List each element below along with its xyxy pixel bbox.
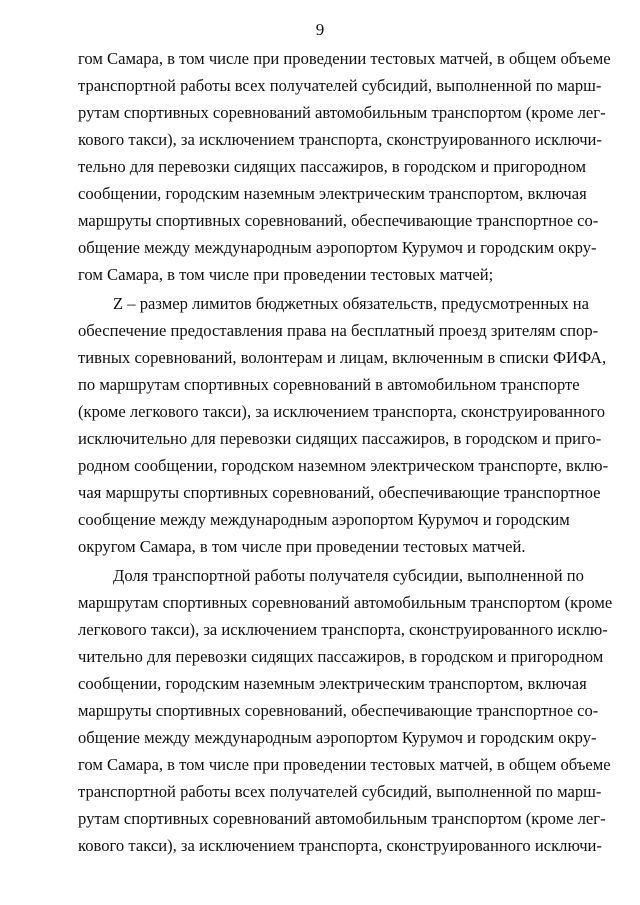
text-line: гом Самара, в том числе при проведении тестовых матчей; bbox=[78, 265, 494, 284]
text-line: гом Самара, в том числе при проведении тестовых матчей, в общем объеме bbox=[78, 755, 611, 774]
text-line: общение между международным аэропортом Курумоч и городским окру- bbox=[78, 238, 597, 257]
text-line: маршруты спортивных соревнований, обеспечивающие транспортное со- bbox=[78, 211, 599, 230]
text-line: Z – размер лимитов бюджетных обязательств, предусмотренных на bbox=[113, 294, 590, 313]
text-line: обеспечение предоставления права на бесплатный проезд зрителям спор- bbox=[78, 321, 599, 340]
text-line: легкового такси), за исключением транспорта, сконструированного исклю- bbox=[78, 620, 608, 639]
text-line: сообщении, городским наземным электрическим транспортом, включая bbox=[78, 674, 587, 693]
text-line: сообщение между международным аэропортом Курумоч и городским bbox=[78, 510, 570, 529]
text-line: тивных соревнований, волонтерам и лицам, включенным в списки ФИФА, bbox=[78, 348, 607, 367]
text-line: тельно для перевозки сидящих пассажиров, в городском и пригородном bbox=[78, 157, 587, 176]
text-line: маршруты спортивных соревнований, обеспечивающие транспортное со- bbox=[78, 701, 599, 720]
text-line: рутам спортивных соревнований автомобильным транспортом (кроме лег- bbox=[78, 103, 606, 122]
text-line: маршрутам спортивных соревнований автомобильным транспортом (кроме bbox=[78, 593, 613, 612]
document-body bbox=[78, 45, 613, 861]
text-line: по маршрутам спортивных соревнований в автомобильном транспорте bbox=[78, 375, 580, 394]
paragraph bbox=[78, 290, 609, 560]
text-line: транспортной работы всех получателей субсидий, выполненной по марш- bbox=[78, 782, 602, 801]
text-line: чая маршруты спортивных соревнований, обеспечивающие транспортное bbox=[78, 483, 601, 502]
text-line: общение между международным аэропортом Курумоч и городским окру- bbox=[78, 728, 597, 747]
text-line: рутам спортивных соревнований автомобильным транспортом (кроме лег- bbox=[78, 809, 606, 828]
page-number: 9 bbox=[315, 20, 325, 39]
text-line: кового такси), за исключением транспорта, сконструированного исключи- bbox=[78, 836, 602, 855]
text-line: (кроме легкового такси), за исключением транспорта, сконструированного bbox=[78, 402, 606, 421]
text-line: кового такси), за исключением транспорта, сконструированного исключи- bbox=[78, 130, 602, 149]
paragraph bbox=[78, 45, 611, 288]
text-line: чительно для перевозки сидящих пассажиров, в городском и пригородном bbox=[78, 647, 604, 666]
text-line: исключительно для перевозки сидящих пассажиров, в городском и приго- bbox=[78, 429, 602, 448]
text-line: транспортной работы всех получателей субсидий, выполненной по марш- bbox=[78, 76, 602, 95]
text-line: Доля транспортной работы получателя субсидии, выполненной по bbox=[113, 566, 584, 585]
text-line: округом Самара, в том числе при проведении тестовых матчей. bbox=[78, 537, 526, 556]
paragraph bbox=[78, 562, 613, 859]
text-line: родном сообщении, городском наземном электрическом транспорте, вклю- bbox=[78, 456, 609, 475]
text-line: гом Самара, в том числе при проведении тестовых матчей, в общем объеме bbox=[78, 49, 611, 68]
text-line: сообщении, городским наземным электрическим транспортом, включая bbox=[78, 184, 587, 203]
